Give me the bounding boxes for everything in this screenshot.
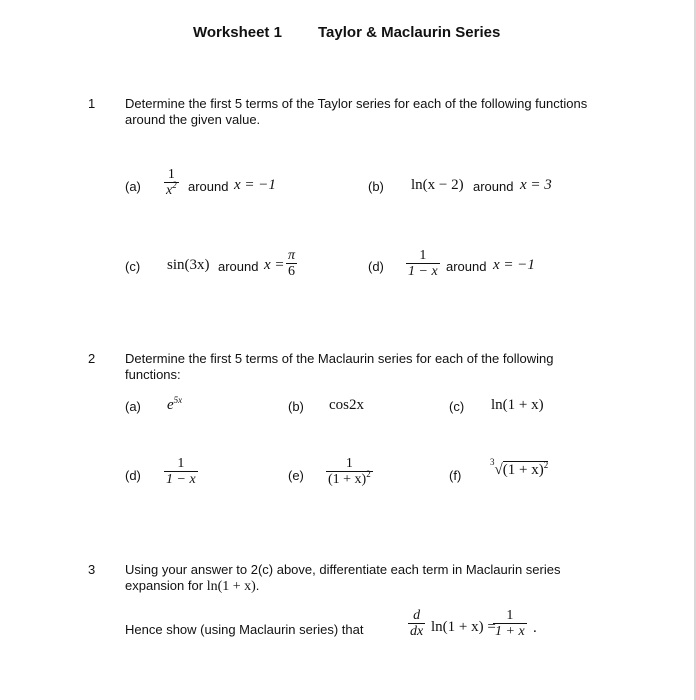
q1a-fraction: [164, 167, 179, 198]
q1b-expression: ln(x − 2): [411, 177, 464, 193]
q1a-den-base: x: [166, 183, 173, 198]
topic-title: Taylor & Maclaurin Series: [318, 24, 501, 41]
q2a-expression: [167, 397, 182, 414]
question-3-text: [125, 562, 595, 595]
q2e-numerator: 1: [345, 456, 353, 471]
question-1-number: 1: [88, 96, 96, 111]
question-3-text-expr: ln(1 + x): [206, 579, 256, 594]
q3-lhs: ln(1 + x) =: [431, 619, 496, 635]
q2e-denominator: [326, 471, 373, 487]
q3-d-numerator: d: [413, 608, 421, 623]
q2c-label: (c): [449, 399, 465, 414]
q2f-radicand: (1 + x): [502, 462, 544, 478]
question-3-text-suffix: .: [255, 578, 260, 593]
q2e-den-exp: 2: [366, 469, 371, 479]
q2b-label: (b): [288, 399, 304, 414]
q1d-point: x = −1: [493, 257, 535, 273]
question-1-text: Determine the first 5 terms of the Taylor series for each of the following functions around the given value.: [125, 96, 588, 127]
q1c-point-numerator: π: [288, 248, 296, 263]
q2c-expression: ln(1 + x): [491, 397, 544, 413]
q1a-around: around: [188, 179, 229, 194]
q1c-around: around: [218, 259, 259, 274]
q2f-label: (f): [449, 468, 462, 483]
q3-rhs-denominator: 1 + x: [495, 624, 525, 639]
q2d-fraction: [164, 456, 198, 487]
q2f-radicand-exp: 2: [543, 460, 549, 470]
q3-end-period: .: [533, 620, 537, 636]
q3-derivative-operator: [408, 608, 425, 639]
q2d-label: (d): [125, 468, 141, 483]
q1b-label: (b): [368, 179, 384, 194]
q1c-point-denominator: 6: [286, 263, 297, 279]
q2d-denominator: 1 − x: [166, 472, 196, 487]
q1d-label: (d): [368, 259, 384, 274]
q2e-fraction: [326, 456, 373, 487]
question-2-number: 2: [88, 351, 96, 366]
q1b-point: x = 3: [520, 177, 552, 193]
q1c-expression: sin(3x): [167, 257, 210, 273]
q3-d-denominator: dx: [410, 624, 424, 639]
q3-rhs-numerator: 1: [506, 608, 514, 623]
q1b-around: around: [473, 179, 514, 194]
q1a-label: (a): [125, 179, 141, 194]
q1c-point-lhs: x =: [264, 257, 285, 273]
q2a-exponent: 5x: [173, 395, 183, 405]
q1d-fraction: [406, 248, 440, 279]
q2b-expression: cos2x: [329, 397, 364, 413]
q2f-root-index: 3: [490, 457, 495, 467]
question-3-text-body: Using your answer to 2(c) above, differentiate each term in Maclaurin series expansion for: [125, 562, 561, 593]
q1c-point-fraction: [286, 248, 297, 279]
question-3-number: 3: [88, 562, 96, 577]
worksheet-title: Worksheet 1: [193, 24, 282, 41]
q2e-den-base: (1 + x): [328, 472, 367, 487]
q2d-numerator: 1: [177, 456, 185, 471]
q2a-base: e: [167, 397, 174, 413]
q2f-radical-sign: √: [494, 462, 503, 478]
q1a-numerator: 1: [167, 167, 175, 182]
q2e-label: (e): [288, 468, 304, 483]
q3-hence-text: Hence show (using Maclaurin series) that: [125, 622, 364, 637]
q2f-radicand-group: [503, 461, 548, 478]
q2f-expression: [490, 457, 549, 479]
q1a-point: x = −1: [234, 177, 276, 193]
q1c-label: (c): [125, 259, 141, 274]
q1a-den-exp: 2: [172, 180, 177, 190]
question-2-text: Determine the first 5 terms of the Maclaurin series for each of the following functions:: [125, 351, 554, 382]
q1a-denominator: [164, 182, 179, 198]
q1d-around: around: [446, 259, 487, 274]
q1d-denominator: 1 − x: [408, 264, 438, 279]
q1d-numerator: 1: [419, 248, 427, 263]
q3-rhs-fraction: [493, 608, 527, 639]
q2a-label: (a): [125, 399, 141, 414]
